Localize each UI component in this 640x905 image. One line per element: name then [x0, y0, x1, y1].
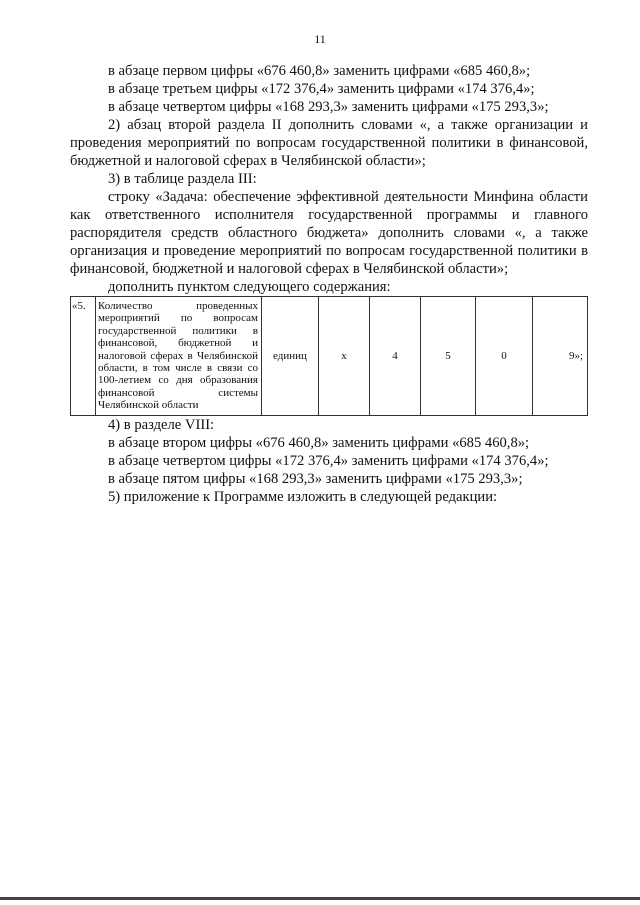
paragraph: 2) абзац второй раздела II дополнить словами «, а также организации и проведения мероприятий по вопросам государственной политики в финансовой, бюджетной и налоговой сферах в Челябинской области»;: [70, 117, 588, 169]
table-row: [71, 297, 588, 416]
page-number: 11: [314, 32, 326, 46]
unit-of-measure: единиц: [262, 297, 319, 416]
paragraph: в абзаце втором цифры «676 460,8» заменить цифрами «685 460,8»;: [108, 434, 530, 451]
paragraph: дополнить пунктом следующего содержания:: [108, 279, 391, 295]
paragraph: в абзаце третьем цифры «172 376,4» заменить цифрами «174 376,4»;: [108, 81, 535, 97]
paragraph: в абзаце четвертом цифры «172 376,4» заменить цифрами «174 376,4»;: [108, 452, 549, 469]
paragraph: 4) в разделе VIII:: [108, 416, 215, 433]
paragraph: в абзаце пятом цифры «168 293,3» заменить цифрами «175 293,3»;: [108, 470, 523, 487]
paragraph: в абзаце первом цифры «676 460,8» заменить цифрами «685 460,8»;: [108, 63, 531, 79]
paragraph: в абзаце четвертом цифры «168 293,3» заменить цифрами «175 293,3»;: [108, 99, 549, 115]
value-total: 9»;: [533, 297, 588, 416]
paragraph: 5) приложение к Программе изложить в следующей редакции:: [108, 488, 498, 505]
row-number: «5.: [71, 297, 96, 416]
document-body: [70, 62, 588, 506]
scan-edge-line: [0, 897, 640, 900]
indicator-description: Количество проведенных мероприятий по вопросам государственной политики в финансовой, бюджетной и налоговой сферах в Челябинской области, в том числе в связи со 100-летием со дня образования финансовой системы Челябинской области: [96, 297, 262, 416]
indicator-table: [70, 296, 588, 416]
paragraphs-before: [70, 62, 588, 296]
base-value: х: [319, 297, 370, 416]
paragraph: строку «Задача: обеспечение эффективной деятельности Минфина области как ответственного исполнителя государственной программы и главного распорядителя средств областного бюджета» дополнить словами «, а также организация и проведение мероприятий по вопросам государственной политики в финансовой, бюджетной и налоговой сферах в Челябинской области»;: [70, 189, 588, 277]
paragraphs-after: [70, 416, 588, 506]
value-year-3: 0: [476, 297, 533, 416]
paragraph: 3) в таблице раздела III:: [108, 171, 257, 187]
value-year-2: 5: [421, 297, 476, 416]
value-year-1: 4: [370, 297, 421, 416]
